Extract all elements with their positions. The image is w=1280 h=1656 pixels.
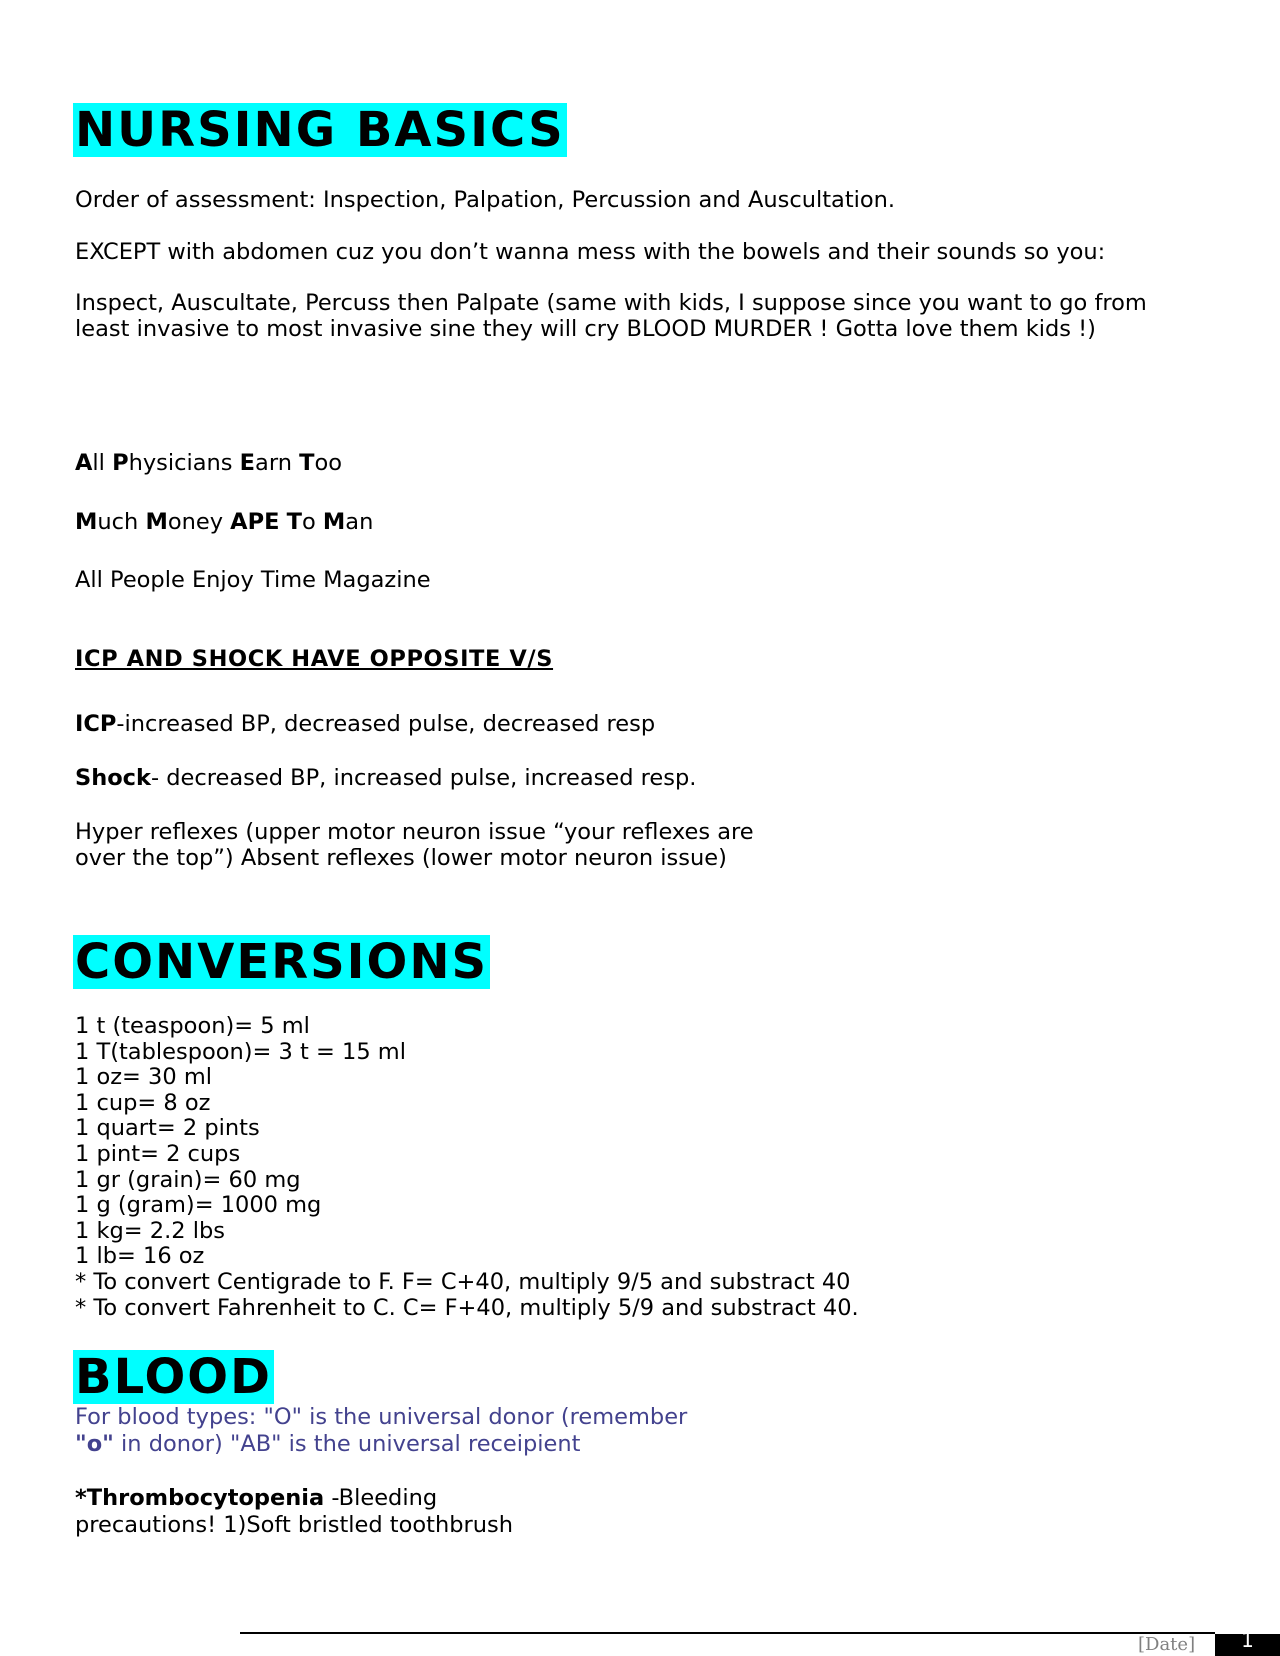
mnemonic-rest: arn (255, 450, 300, 476)
mnemonic-rest: uch (97, 509, 146, 535)
thrombocytopenia-text: -Bleeding (324, 1485, 438, 1511)
blood-o-emphasis: "o" (75, 1431, 114, 1457)
precautions-line: precautions! 1)Soft bristled toothbrush (75, 1512, 514, 1538)
reflexes-line-1: Hyper reflexes (upper motor neuron issue “your reflexes are (75, 819, 754, 845)
mnemonic-rest: oney (167, 509, 231, 535)
mnemonic-rest: ll (92, 450, 113, 476)
mnemonic-letter: APE (230, 509, 280, 535)
mnemonic-letter: M (75, 509, 98, 535)
heading-nursing-basics: NURSING BASICS (75, 102, 565, 158)
conversion-line: 1 quart= 2 pints (75, 1115, 260, 1142)
blood-types-line-1: For blood types: "O" is the universal donor (remember (75, 1404, 688, 1430)
conversion-line: 1 pint= 2 cups (75, 1140, 241, 1167)
footer-rule (240, 1632, 1215, 1634)
mnemonic-letter: A (75, 450, 93, 476)
conversion-line: 1 oz= 30 ml (75, 1064, 212, 1091)
conversion-line: 1 g (gram)= 1000 mg (75, 1192, 322, 1219)
conversions-list (75, 1014, 859, 1321)
mnemonic-rest (279, 509, 286, 535)
mnemonic-rest: hysicians (128, 450, 240, 476)
mnemonic-letter: T (299, 450, 315, 476)
icp-label: ICP (75, 711, 117, 737)
thrombocytopenia-label: *Thrombocytopenia (75, 1485, 325, 1511)
subheading-icp-shock: ICP AND SHOCK HAVE OPPOSITE V/S (75, 646, 554, 672)
mnemonic-rest: o (301, 509, 323, 535)
shock-text: - decreased BP, increased pulse, increased resp. (150, 765, 697, 791)
shock-line (75, 765, 696, 791)
heading-conversions: CONVERSIONS (75, 934, 489, 990)
mnemonic-letter: P (112, 450, 129, 476)
blood-types-line-2 (75, 1431, 580, 1457)
blood-types-rest: in donor) "AB" is the universal receipient (113, 1431, 581, 1457)
reflexes-line-2: over the top”) Absent reflexes (lower motor neuron issue) (75, 845, 727, 871)
abdomen-sequence: Inspect, Auscultate, Percuss then Palpate (same with kids, I suppose since you want to go from least invasive to most invasive sine they will cry BLOOD MURDER ! Gotta love them kids !) (75, 290, 1147, 342)
heading-blood: BLOOD (75, 1349, 272, 1405)
mnemonic-line-1 (75, 450, 342, 476)
conversion-line: 1 lb= 16 oz (75, 1243, 205, 1270)
conversion-line: 1 t (teaspoon)= 5 ml (75, 1013, 310, 1039)
icp-line (75, 711, 655, 737)
conversion-note: * To convert Centigrade to F. F= C+40, multiply 9/5 and substract 40 (75, 1268, 851, 1295)
mnemonic-rest: oo (314, 450, 343, 476)
mnemonic-letter: E (239, 450, 256, 476)
mnemonic-rest: an (345, 509, 374, 535)
mnemonic-letter: M (145, 509, 168, 535)
mnemonic-line-2 (75, 509, 373, 535)
footer-date: [Date] (1138, 1634, 1196, 1655)
page-number: 1 (1215, 1634, 1280, 1656)
assessment-order: Order of assessment: Inspection, Palpation, Percussion and Auscultation. (75, 187, 896, 213)
conversion-note: * To convert Fahrenheit to C. C= F+40, multiply 5/9 and substract 40. (75, 1294, 859, 1321)
conversion-line: 1 gr (grain)= 60 mg (75, 1166, 301, 1193)
mnemonic-letter: M (322, 509, 346, 535)
abdomen-exception: EXCEPT with abdomen cuz you don’t wanna mess with the bowels and their sounds so you: (75, 239, 1106, 265)
thrombocytopenia-line (75, 1485, 437, 1511)
mnemonic-line-3: All People Enjoy Time Magazine (75, 567, 431, 593)
mnemonic-letter: T (286, 509, 302, 535)
shock-label: Shock (75, 765, 151, 791)
conversion-line: 1 T(tablespoon)= 3 t = 15 ml (75, 1038, 406, 1065)
conversion-line: 1 kg= 2.2 lbs (75, 1217, 225, 1244)
icp-text: -increased BP, decreased pulse, decreased resp (116, 711, 656, 737)
conversion-line: 1 cup= 8 oz (75, 1089, 211, 1116)
